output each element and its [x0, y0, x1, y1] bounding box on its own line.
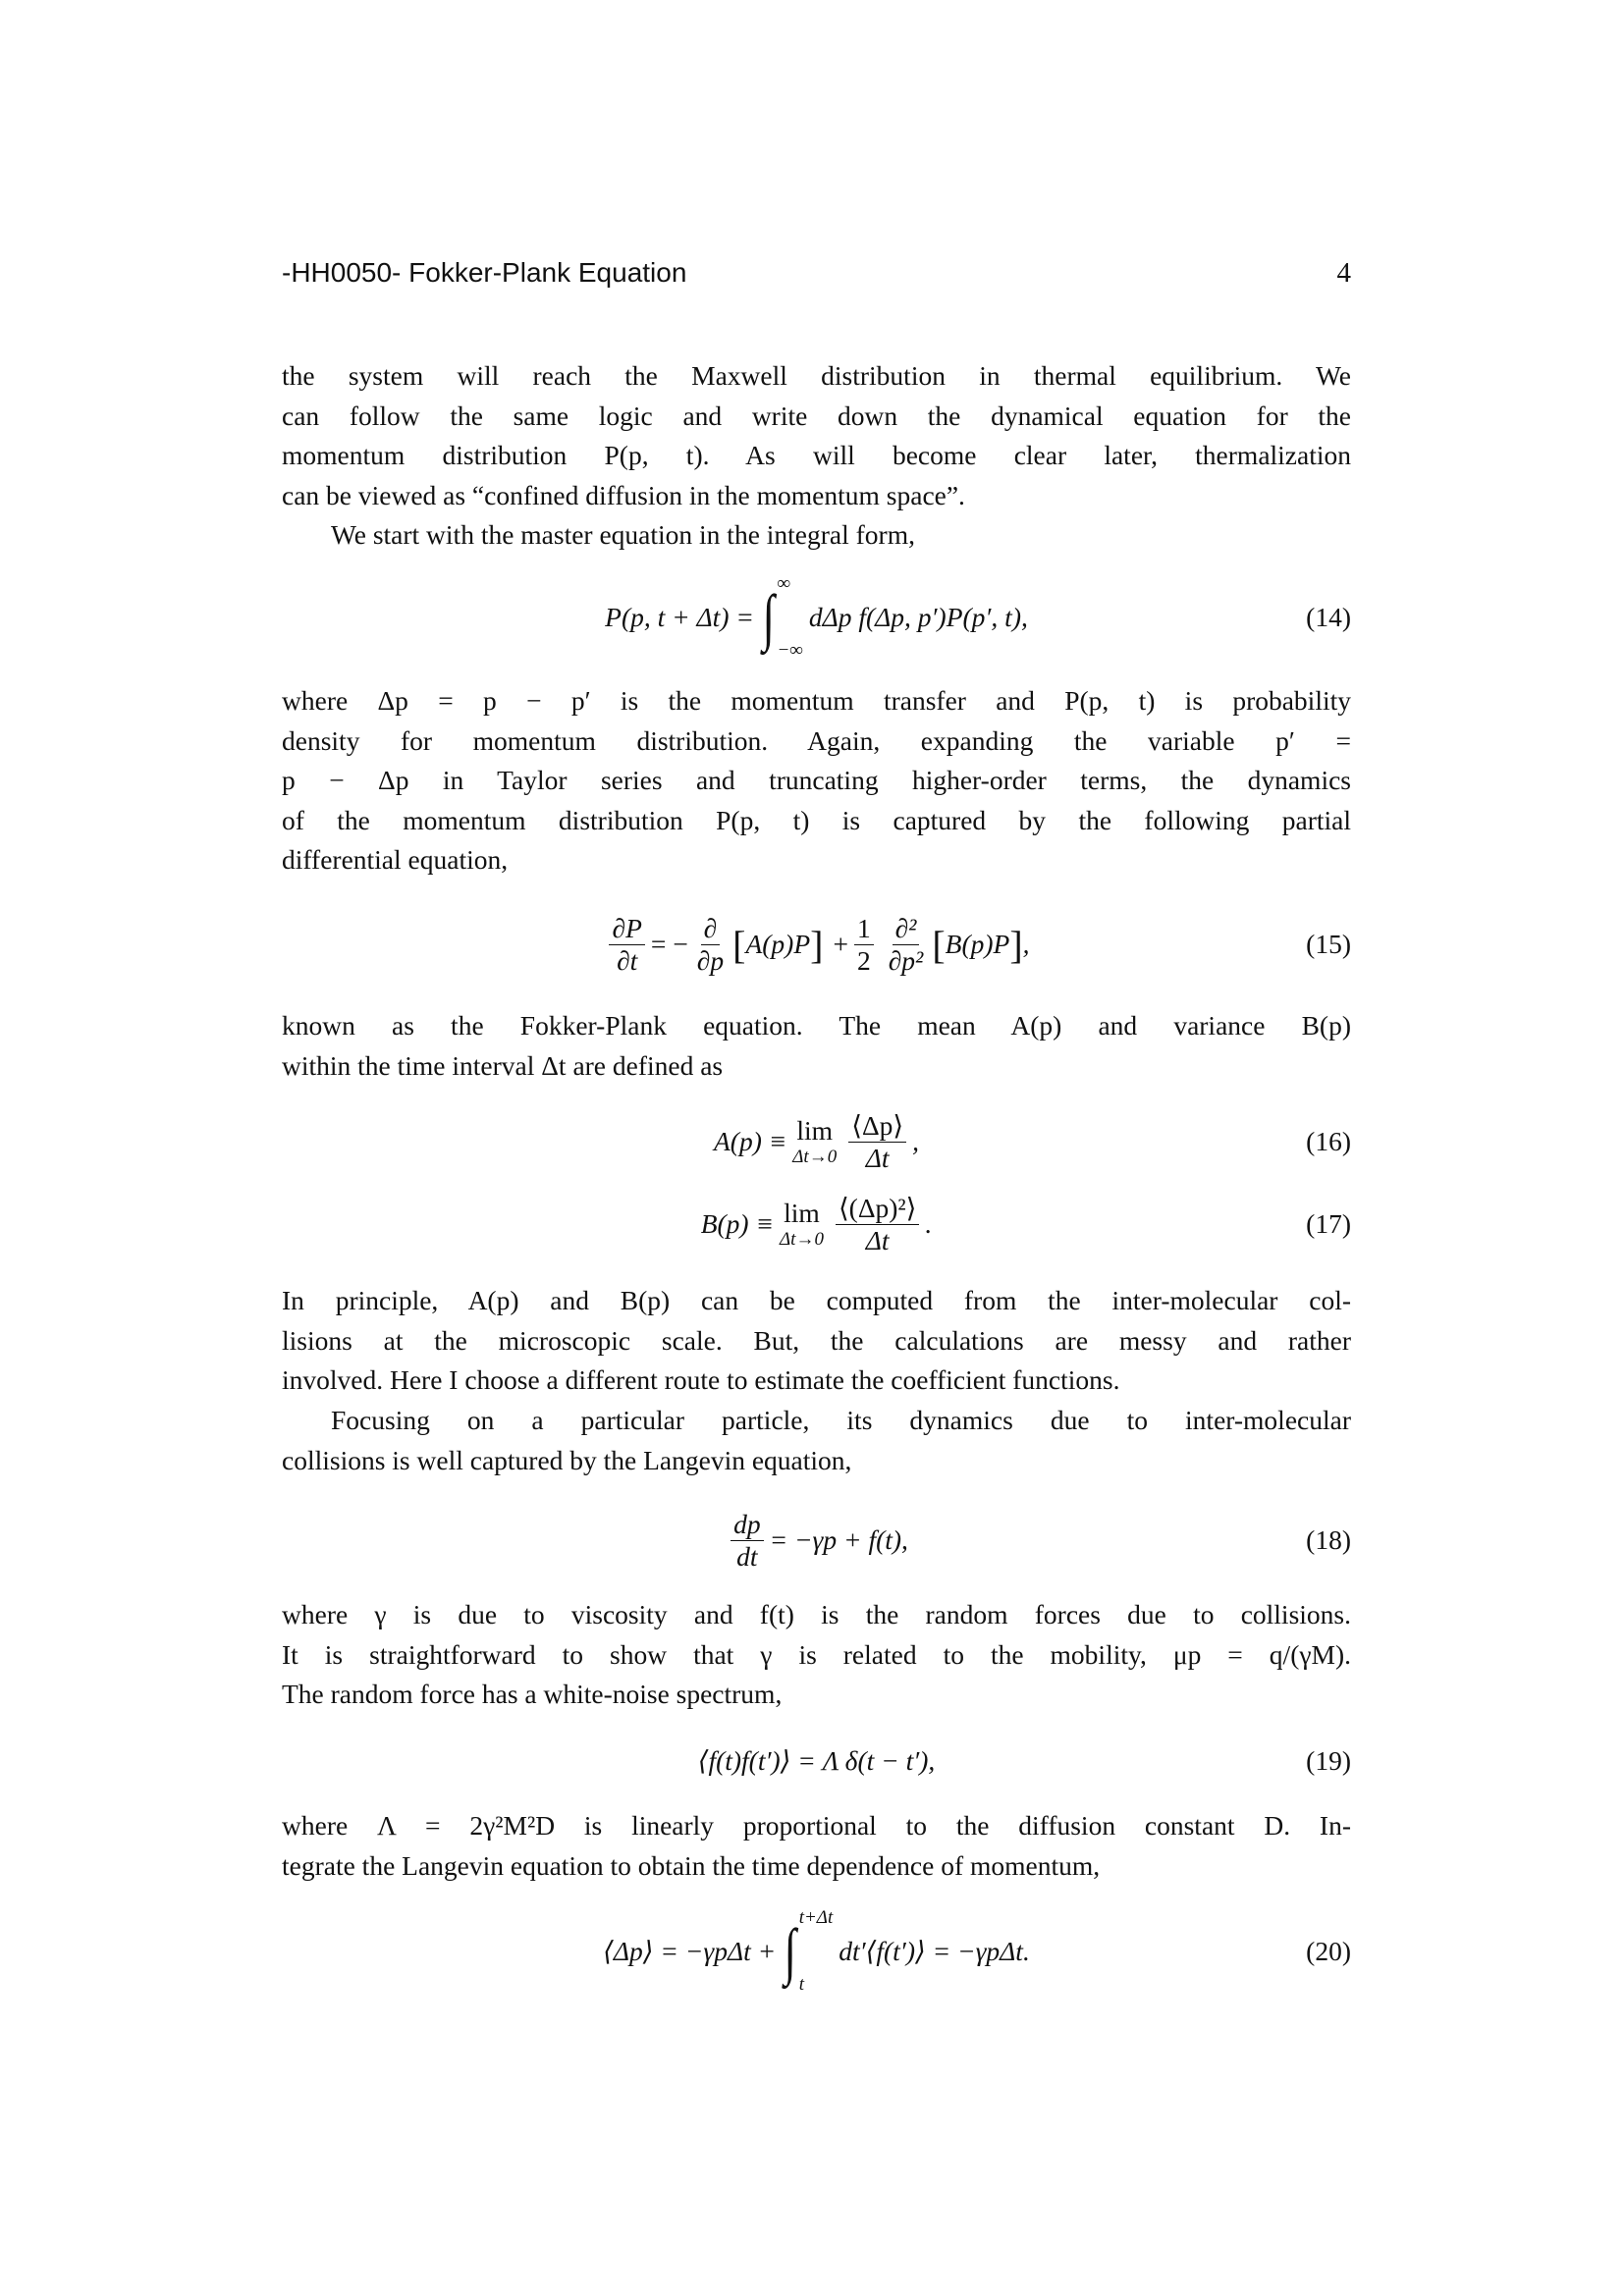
text-line: We start with the master equation in the integral form, — [331, 519, 915, 550]
equation-20 — [282, 1897, 1351, 2005]
text-line: of the momentum distribution P(p, t) is captured by the following partial — [282, 804, 1351, 835]
limit — [792, 1115, 837, 1168]
text-line: can be viewed as “confined diffusion in the momentum space”. — [282, 479, 965, 510]
integral-sign: ∫ t+Δt t — [784, 1907, 834, 1995]
equation-17 — [282, 1185, 1351, 1263]
text-line: tegrate the Langevin equation to obtain the time dependence of momentum, — [282, 1849, 1101, 1881]
eq19-body: ⟨f(t)f(t′)⟩ = Λ δ(t − t′), — [697, 1745, 936, 1776]
equation-14 — [282, 563, 1351, 671]
text-line: the system will reach the Maxwell distribution in thermal equilibrium. We — [282, 360, 1351, 391]
text-line: p − Δp in Taylor series and truncating higher-order terms, the dynamics — [282, 765, 1351, 796]
fraction — [854, 913, 874, 976]
paragraph-1 — [282, 356, 1351, 515]
paragraph-2 — [282, 515, 1351, 556]
upper-limit: ∞ — [777, 573, 790, 594]
eq20-rhs: dt′⟨f(t′)⟩ = −γpΔt. — [839, 1936, 1030, 1966]
equation-number: (15) — [1306, 929, 1351, 959]
integral-sign: ∫ ∞ −∞ — [762, 573, 803, 661]
term: B(p)P — [945, 929, 1010, 959]
punct: , — [1022, 929, 1030, 959]
numerator: ⟨(Δp)²⟩ — [836, 1193, 919, 1225]
eq17-lhs: B(p) ≡ — [700, 1208, 775, 1239]
lower-limit: −∞ — [777, 640, 803, 661]
paragraph-6 — [282, 1401, 1351, 1480]
fraction — [609, 913, 644, 976]
punct: . — [925, 1208, 933, 1239]
numerator: dp — [731, 1509, 764, 1541]
text-line: It is straightforward to show that γ is related to the mobility, μp = q/(γM). — [282, 1638, 1351, 1670]
numerator: ⟨Δp⟩ — [848, 1110, 906, 1143]
fraction — [848, 1110, 906, 1173]
operator: + — [833, 929, 848, 959]
running-header: -HH0050- Fokker-Plank Equation — [282, 257, 687, 288]
fraction — [731, 1509, 764, 1572]
punct: , — [912, 1126, 919, 1156]
equation-number: (17) — [1306, 1208, 1351, 1239]
term: A(p)P — [745, 929, 811, 959]
denominator: ∂t — [617, 944, 638, 976]
fraction — [886, 913, 927, 976]
equation-number: (19) — [1306, 1745, 1351, 1776]
numerator: ∂² — [893, 913, 920, 945]
paragraph-4 — [282, 1006, 1351, 1086]
equation-19 — [282, 1741, 1351, 1781]
denominator: ∂p² — [888, 944, 924, 976]
equation-number: (14) — [1306, 602, 1351, 632]
equation-15 — [282, 895, 1351, 993]
eq14-lhs: P(p, t + Δt) = — [605, 602, 754, 632]
denominator: Δt — [865, 1224, 890, 1255]
equation-number: (16) — [1306, 1126, 1351, 1156]
text-line: density for momentum distribution. Again, expanding the variable p′ = — [282, 724, 1351, 756]
text-line: involved. Here I choose a different route to estimate the coefficient functions. — [282, 1364, 1120, 1396]
numerator: ∂ — [701, 913, 721, 945]
eq14-rhs: dΔp f(Δp, p′)P(p′, t), — [808, 602, 1028, 632]
paragraph-7 — [282, 1595, 1351, 1715]
bracket: [ — [732, 922, 746, 967]
lim-sub: Δt→0 — [780, 1229, 824, 1250]
lim: lim — [784, 1198, 820, 1228]
denominator: Δt — [865, 1142, 890, 1173]
text-line: Focusing on a particular particle, its dynamics due to inter-molecular — [331, 1405, 1351, 1435]
numerator: 1 — [854, 913, 874, 945]
text-line: momentum distribution P(p, t). As will become clear later, thermalization — [282, 440, 1351, 471]
bracket: ] — [1009, 922, 1023, 967]
fraction — [836, 1193, 919, 1255]
denominator: ∂p — [696, 944, 725, 976]
numerator: ∂P — [609, 913, 644, 945]
text-line: lisions at the microscopic scale. But, the calculations are messy and rather — [282, 1324, 1351, 1356]
fraction — [694, 913, 727, 976]
text-line: In principle, A(p) and B(p) can be computed from the inter-molecular col- — [282, 1285, 1351, 1315]
denominator: dt — [736, 1540, 758, 1572]
paragraph-8 — [282, 1806, 1351, 1886]
equation-number: (20) — [1306, 1936, 1351, 1966]
text-line: differential equation, — [282, 844, 509, 876]
text-line: can follow the same logic and write down the dynamical equation for the — [282, 400, 1351, 431]
text-line: The random force has a white-noise spectrum, — [282, 1679, 783, 1710]
lower-limit: t — [798, 1974, 804, 1995]
text-line: known as the Fokker-Plank equation. The mean A(p) and variance B(p) — [282, 1010, 1351, 1041]
text-line: within the time interval Δt are defined as — [282, 1049, 724, 1081]
paragraph-5 — [282, 1281, 1351, 1401]
eq16-lhs: A(p) ≡ — [713, 1126, 787, 1156]
text-line: where Δp = p − p′ is the momentum transfer and P(p, t) is probability — [282, 685, 1351, 716]
text-line: where γ is due to viscosity and f(t) is the random forces due to collisions. — [282, 1599, 1351, 1629]
bracket: ] — [810, 922, 824, 967]
text-line: collisions is well captured by the Langevin equation, — [282, 1444, 852, 1475]
eq20-lhs: ⟨Δp⟩ = −γpΔt + — [603, 1936, 777, 1966]
upper-limit: t+Δt — [798, 1907, 834, 1928]
page-number: 4 — [1336, 257, 1351, 289]
lim-sub: Δt→0 — [792, 1147, 838, 1167]
eq18-rhs: = −γp + f(t), — [769, 1524, 908, 1555]
operator: = − — [650, 929, 688, 959]
equation-18 — [282, 1501, 1351, 1579]
limit — [780, 1198, 824, 1251]
equation-16 — [282, 1102, 1351, 1181]
text-line: where Λ = 2γ²M²D is linearly proportional to the diffusion constant D. In- — [282, 1810, 1351, 1841]
lim: lim — [796, 1115, 834, 1146]
bracket: [ — [932, 922, 946, 967]
denominator: 2 — [856, 944, 871, 976]
equation-number: (18) — [1306, 1524, 1351, 1555]
paragraph-3 — [282, 681, 1351, 881]
